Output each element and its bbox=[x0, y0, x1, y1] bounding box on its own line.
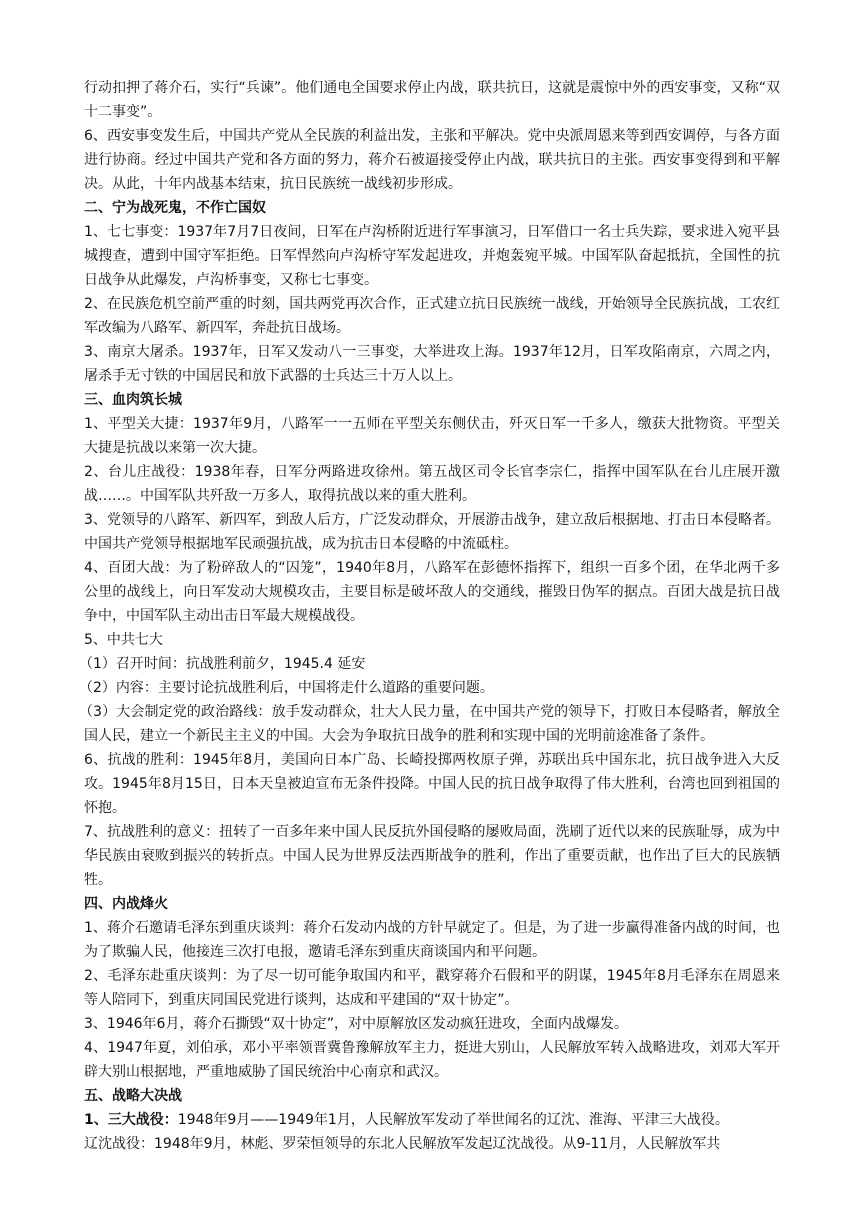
paragraph: 2、在民族危机空前严重的时刻，国共两党再次合作，正式建立抗日民族统一战线，开始领导全民族抗战，工农红军改编为八路军、新四军，奔赴抗日战场。 bbox=[84, 296, 780, 336]
section-heading: 三、血肉筑长城 bbox=[84, 392, 182, 408]
sub-paragraph: （2）内容：主要讨论抗战胜利后，中国将走什么道路的重要问题。 bbox=[79, 680, 494, 696]
paragraph: 3、党领导的八路军、新四军，到敌人后方，广泛发动群众，开展游击战争，建立敌后根据地、打击日本侵略者。中国共产党领导根据地军民顽强抗战，成为抗击日本侵略的中流砥柱。 bbox=[84, 512, 780, 552]
paragraph bbox=[84, 1108, 780, 1132]
paragraph: 7、抗战胜利的意义：扭转了一百多年来中国人民反抗外国侵略的屡败局面，洗刷了近代以来的民族耻辱，成为中华民族由衰败到振兴的转折点。中国人民为世界反法西斯战争的胜利，作出了重要贡献，也作出了巨大的民族牺牲。 bbox=[84, 824, 780, 888]
paragraph: 2、毛泽东赴重庆谈判：为了尽一切可能争取国内和平，戳穿蒋介石假和平的阴谋，1945年8月毛泽东在周恩来等人陪同下，到重庆同国民党进行谈判，达成和平建国的“双十协定”。 bbox=[84, 968, 780, 1008]
section-heading: 二、宁为战死鬼，不作亡国奴 bbox=[84, 200, 266, 216]
section-heading: 五、战略大决战 bbox=[84, 1088, 182, 1104]
paragraph: 2、台儿庄战役：1938年春，日军分两路进攻徐州。第五战区司令长官李宗仁，指挥中国军队在台儿庄展开激战……。中国军队共歼敌一万多人，取得抗战以来的重大胜利。 bbox=[84, 464, 780, 504]
paragraph-lead: 1、三大战役： bbox=[84, 1112, 178, 1128]
section-heading: 四、内战烽火 bbox=[84, 896, 168, 912]
paragraph-body: 1948年9月——1949年1月，人民解放军发动了举世闻名的辽沈、淮海、平津三大战役。 bbox=[177, 1112, 729, 1128]
paragraph: 1、平型关大捷：1937年9月，八路军一一五师在平型关东侧伏击，歼灭日军一千多人，缴获大批物资。平型关大捷是抗战以来第一次大捷。 bbox=[84, 416, 780, 456]
paragraph: 6、西安事变发生后，中国共产党从全民族的利益出发，主张和平解决。党中央派周恩来等到西安调停，与各方面进行协商。经过中国共产党和各方面的努力，蒋介石被逼接受停止内战，联共抗日的主张。西安事变得到和平解决。从此，十年内战基本结束，抗日民族统一战线初步形成。 bbox=[84, 128, 780, 192]
paragraph: 3、1946年6月，蒋介石撕毁“双十协定”，对中原解放区发动疯狂进攻，全面内战爆发。 bbox=[84, 1016, 628, 1032]
paragraph: 3、南京大屠杀。1937年，日军又发动八一三事变，大举进攻上海。1937年12月，日军攻陷南京，六周之内，屠杀手无寸铁的中国居民和放下武器的士兵达三十万人以上。 bbox=[84, 344, 780, 384]
paragraph: 行动扣押了蒋介石，实行“兵谏”。他们通电全国要求停止内战，联共抗日，这就是震惊中外的西安事变，又称“双十二事变”。 bbox=[84, 80, 780, 120]
document-page bbox=[79, 76, 780, 1156]
sub-paragraph: （1）召开时间：抗战胜利前夕，1945.4 延安 bbox=[79, 656, 366, 672]
paragraph: 4、1947年夏，刘伯承，邓小平率领晋冀鲁豫解放军主力，挺进大别山，人民解放军转入战略进攻，刘邓大军开辟大别山根据地，严重地威胁了国民统治中心南京和武汉。 bbox=[84, 1040, 780, 1080]
paragraph: 1、蒋介石邀请毛泽东到重庆谈判：蒋介石发动内战的方针早就定了。但是，为了进一步赢得准备内战的时间，也为了欺骗人民，他接连三次打电报，邀请毛泽东到重庆商谈国内和平问题。 bbox=[84, 920, 780, 960]
paragraph: 5、中共七大 bbox=[84, 632, 163, 648]
paragraph: 1、七七事变：1937年7月7日夜间，日军在卢沟桥附近进行军事演习，日军借口一名士兵失踪，要求进入宛平县城搜查，遭到中国守军拒绝。日军悍然向卢沟桥守军发起进攻，并炮轰宛平城。中国军队奋起抵抗，全国性的抗日战争从此爆发，卢沟桥事变，又称七七事变。 bbox=[84, 224, 780, 288]
paragraph: 辽沈战役：1948年9月，林彪、罗荣恒领导的东北人民解放军发起辽沈战役。从9-11月，人民解放军共 bbox=[84, 1136, 721, 1152]
paragraph: 6、抗战的胜利：1945年8月，美国向日本广岛、长崎投掷两枚原子弹，苏联出兵中国东北，抗日战争进入大反攻。1945年8月15日，日本天皇被迫宣布无条件投降。中国人民的抗日战争取得了伟大胜利，台湾也回到祖国的怀抱。 bbox=[84, 752, 780, 816]
paragraph: 4、百团大战：为了粉碎敌人的“囚笼”，1940年8月，八路军在彭德怀指挥下，组织一百多个团，在华北两千多公里的战线上，向日军发动大规模攻击，主要目标是破坏敌人的交通线，摧毁日伪军的据点。百团大战是抗日战争中，中国军队主动出击日军最大规模战役。 bbox=[84, 560, 780, 624]
sub-paragraph: （3）大会制定党的政治路线：放手发动群众，壮大人民力量，在中国共产党的领导下，打败日本侵略者，解放全国人民，建立一个新民主主义的中国。大会为争取抗日战争的胜利和实现中国的光明前途准备了条件。 bbox=[79, 704, 780, 744]
